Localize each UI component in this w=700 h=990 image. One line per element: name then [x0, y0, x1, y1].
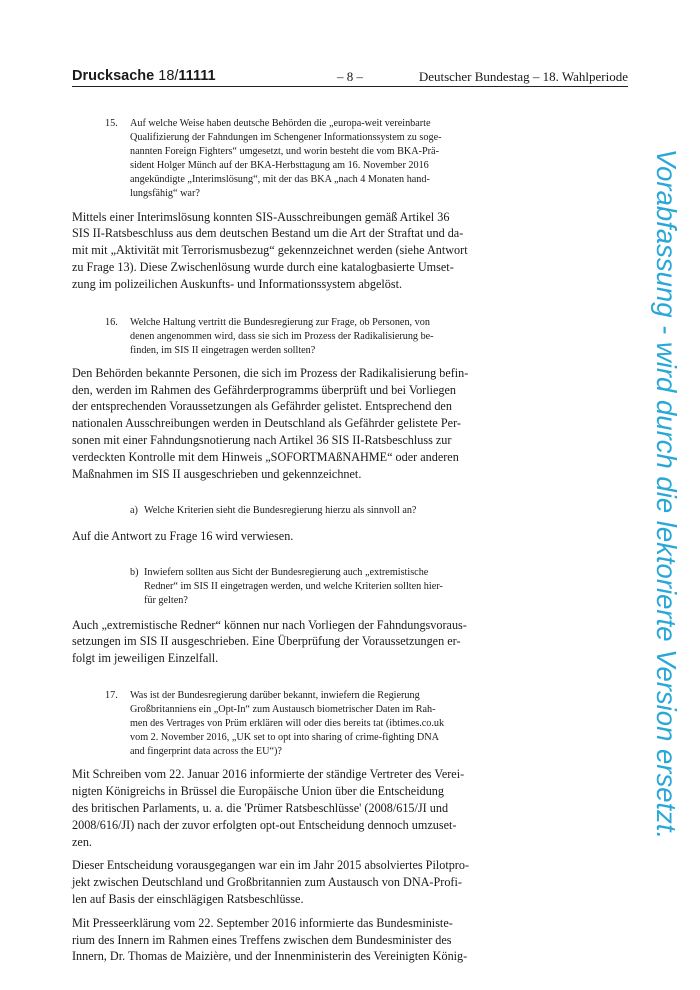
publisher-label: Deutscher Bundestag – 18. Wahlperiode [418, 69, 628, 84]
answer-16: Den Behörden bekannte Personen, die sich im Prozess der Radikalisierung befin- den, werden im Rahmen des Gefährderprogramms überprüft und bei Vorliegen der entsprechenden Voraussetzungen als Gefährder gelistet. Entsprechend den nationalen Ausschreibungen werden in Deutschland als Gefährder gelistete Per- sonen mit einer Fahndungsnotierung nach Artikel 36 SIS II-Ratsbeschluss zur verdeckten Kontrolle mit dem Hinweis „SOFORTMAßNAHME“ oder anderen Maßnahmen im SIS II ausgeschrieben und gekennzeichnet. [72, 365, 469, 481]
answer-17-paragraph-2: Dieser Entscheidung vorausgegangen war ein im Jahr 2015 absolviertes Pilotpro- jekt zwischen Deutschland und Großbritannien zum Austausch von DNA-Profi- len auf Basis der einschlägigen Ratsbeschlüsse. [72, 858, 470, 907]
question-15: 15. Auf welche Weise haben deutsche Behörden die „europa-weit vereinbarte Qualifizierung der Fahndungen im Schengener Informationssystem zu soge- nannten Foreign Fighters“ umgesetzt, und worin besteht die vom BKA-Prä- sident Holger Münch auf der BKA-Herbsttagung am 16. November 2016 angekündigte „Interimslösung“, mit der das BKA „nach 4 Monaten hand- lungsfähig“ war? [105, 118, 442, 200]
answer-17-paragraph-3: Mit Presseerklärung vom 22. September 2016 informierte das Bundesministe- rium des Innern im Rahmen eines Treffens zwischen dem Bundesminister des Innern, Dr. Thomas de Maizière, und der Innenministerin des Vereinigten König- [72, 915, 468, 964]
answer-16b: Auch „extremistische Redner“ können nur nach Vorliegen der Fahndungsvoraus- setzungen im SIS II ausgeschrieben. Eine Überprüfung der Voraussetzungen er- folgt im jeweiligen Einzelfall. [72, 617, 467, 666]
answer-17-paragraph-1: Mit Schreiben vom 22. Januar 2016 informierte der ständige Vertreter des Verei- nigten Königreichs in Brüssel die Europäische Union über die Entscheidung des britischen Parlaments, u. a. die 'Prümer Ratsbeschlüsse' (2008/615/JI und 2008/616/JI) nach der zuvor erfolgten opt-out Entscheidung dennoch umzuset- zen. [72, 767, 465, 849]
answer-15: Mittels einer Interimslösung konnten SIS-Ausschreibungen gemäß Artikel 36 SIS II-Ratsbeschluss aus dem deutschen Bestand um die Art der Straftat und da- mit mit „Aktivität mit Terrorismusbezug“ gekennzeichnet werden (siehe Antwort zu Frage 13). Diese Zwischenlösung wurde durch eine katalogbasierte Umset- zung im polizeilichen Auskunfts- und Informationssystem abgelöst. [72, 209, 468, 291]
answer-16a: Auf die Antwort zu Frage 16 wird verwiesen. [72, 528, 294, 543]
question-16b: b) Inwiefern sollten aus Sicht der Bundesregierung auch „extremistische Redner“ im SIS II eingetragen werden, und welche Kriterien sollten hier- für gelten? [130, 567, 443, 607]
page-header [72, 68, 628, 86]
header-rule [72, 86, 628, 87]
question-16: 16. Welche Haltung vertritt die Bundesregierung zur Frage, ob Personen, von denen angenommen wird, dass sie sich im Prozess der Radikalisierung be- finden, im SIS II eingetragen werden sollten? [105, 316, 434, 356]
draft-watermark: Vorabfassung - wird durch die lektorierte Version ersetzt. [651, 148, 682, 840]
question-16a: a) Welche Kriterien sieht die Bundesregierung hierzu als sinnvoll an? [130, 505, 417, 517]
question-17: 17. Was ist der Bundesregierung darüber bekannt, inwiefern die Regierung Großbritanniens ein „Opt-In“ zum Austausch biometrischer Daten im Rah- men des Vertrages von Prüm erklären will oder dies bereits tat (ibtimes.co.uk vom 2. November 2016, „UK set to opt into sharing of crime-fighting DNA and fingerprint data across the EU“)? [105, 689, 445, 758]
page-number: – 8 – [337, 69, 363, 84]
document-body [72, 112, 470, 965]
drucksache-number: Drucksache 18/11111 [72, 68, 216, 84]
